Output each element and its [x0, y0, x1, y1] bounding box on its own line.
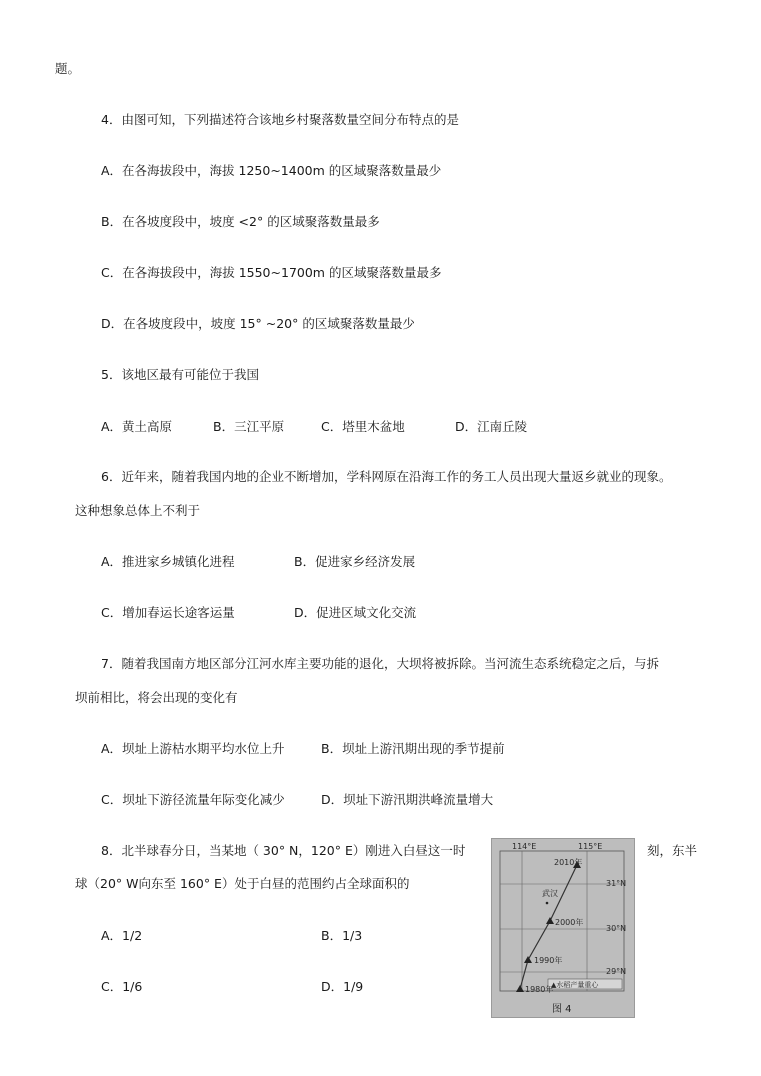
question-8-stem-cont: 球（20° W向东至 160° E）处于白昼的范围约占全球面积的 — [75, 876, 410, 891]
question-6-option-d: D．促进区域文化交流 — [294, 605, 417, 620]
lon-label-left: 114°E — [512, 842, 537, 851]
question-6-stem-cont: 这种想象总体上不利于 — [75, 503, 201, 518]
continued-text: 题。 — [55, 61, 81, 76]
year-label-1990: 1990年 — [534, 956, 563, 965]
question-4-option-d: D．在各坡度段中，坡度 15° ~20° 的区域聚落数量最少 — [101, 316, 415, 331]
question-7-stem-cont: 坝前相比，将会出现的变化有 — [75, 690, 238, 705]
question-8-stem: 8．北半球春分日，当某地（ 30° N，120° E）刚进入白昼这一时 — [101, 843, 466, 858]
question-5-option-b: B．三江平原 — [213, 419, 285, 434]
city-label-wuhan: 武汉 — [542, 889, 558, 898]
lat-label-31: 31°N — [606, 879, 627, 888]
year-label-2010: 2010年 — [554, 858, 583, 867]
legend-label: ▲水稻产量重心 — [551, 981, 599, 989]
question-6-stem: 6．近年来，随着我国内地的企业不断增加，学科网原在沿海工作的务工人员出现大量返乡就业的现象。 — [101, 469, 672, 484]
question-6-option-c: C．增加春运长途客运量 — [101, 605, 235, 620]
year-label-2000: 2000年 — [555, 918, 584, 927]
question-4-option-b: B．在各坡度段中，坡度 <2° 的区域聚落数量最多 — [101, 214, 380, 229]
triangle-marker-1980 — [516, 985, 524, 992]
question-8-option-a: A．1/2 — [101, 928, 143, 943]
question-5-option-c: C．塔里木盆地 — [321, 419, 405, 434]
triangle-marker-2000 — [546, 917, 554, 924]
question-8-option-b: B．1/3 — [321, 928, 363, 943]
year-label-1980: 1980年 — [525, 985, 554, 994]
figure-4-map — [491, 838, 635, 1018]
question-4-option-a: A．在各海拔段中，海拔 1250~1400m 的区域聚落数量最少 — [101, 163, 442, 178]
lon-label-right: 115°E — [578, 842, 603, 851]
question-4-option-c: C．在各海拔段中，海拔 1550~1700m 的区域聚落数量最多 — [101, 265, 442, 280]
question-7-option-b: B．坝址上游汛期出现的季节提前 — [321, 741, 505, 756]
question-5-option-d: D．江南丘陵 — [455, 419, 528, 434]
question-6-option-b: B．促进家乡经济发展 — [294, 554, 416, 569]
question-7-stem: 7．随着我国南方地区部分江河水库主要功能的退化，大坝将被拆除。当河流生态系统稳定之后，与拆 — [101, 656, 659, 671]
question-8-option-c: C．1/6 — [101, 979, 143, 994]
question-4-stem: 4．由图可知，下列描述符合该地乡村聚落数量空间分布特点的是 — [101, 112, 459, 127]
question-8-option-d: D．1/9 — [321, 979, 364, 994]
question-8-stem-tail: 刻，东半 — [647, 843, 698, 858]
wuhan-dot — [546, 902, 549, 905]
question-5-option-a: A．黄土高原 — [101, 419, 173, 434]
question-6-option-a: A．推进家乡城镇化进程 — [101, 554, 235, 569]
figure-caption: 图 4 — [552, 1004, 572, 1015]
question-7-option-c: C．坝址下游径流量年际变化减少 — [101, 792, 285, 807]
question-7-option-d: D．坝址下游汛期洪峰流量增大 — [321, 792, 494, 807]
question-7-option-a: A．坝址上游枯水期平均水位上升 — [101, 741, 285, 756]
question-5-stem: 5．该地区最有可能位于我国 — [101, 367, 259, 382]
lat-label-30: 30°N — [606, 924, 627, 933]
lat-label-29: 29°N — [606, 967, 627, 976]
triangle-marker-1990 — [524, 956, 532, 963]
